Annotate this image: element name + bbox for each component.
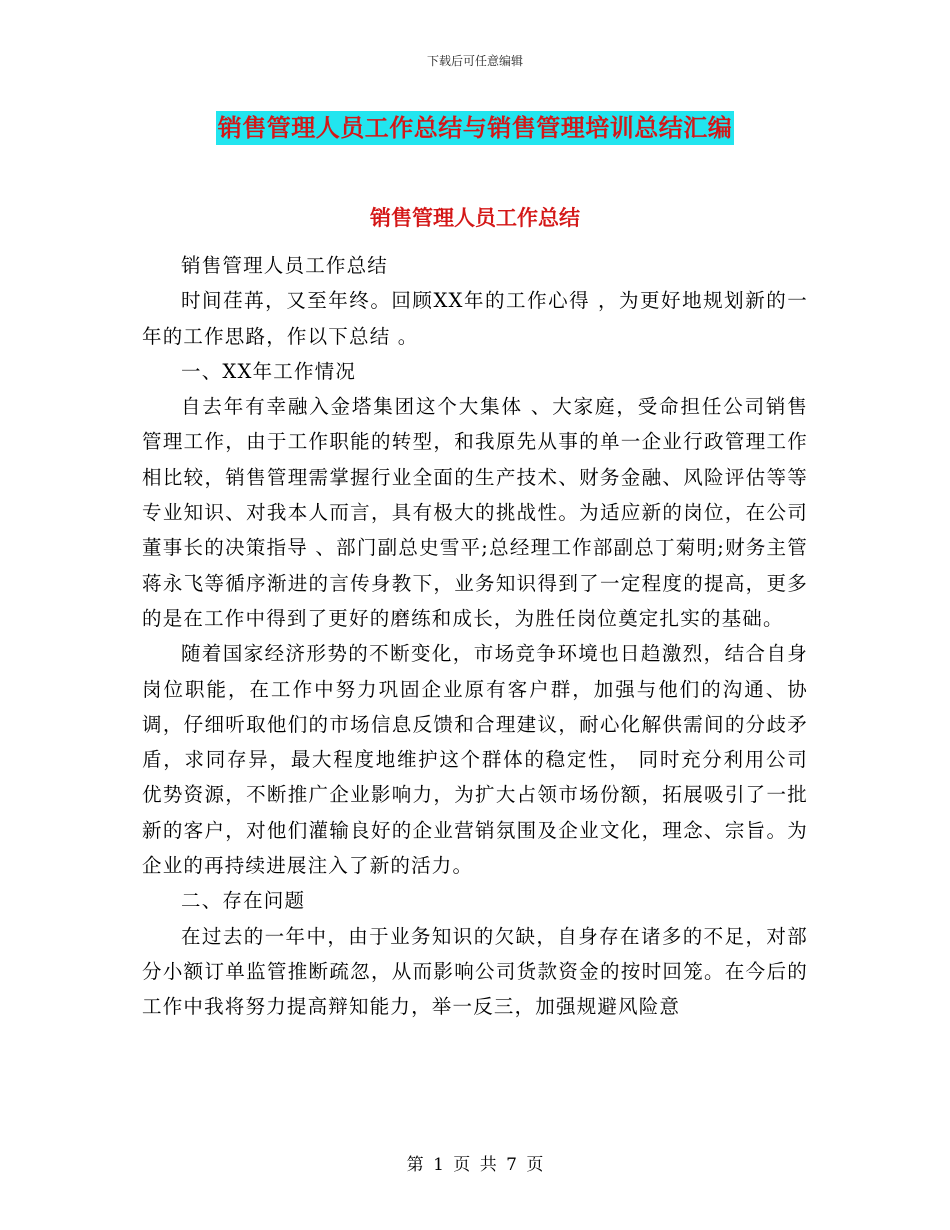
paragraph-heading-2: 二、存在问题 — [181, 889, 306, 913]
paragraph-intro: 时间荏苒，又至年终。回顾XX年的工作心得 ，为更好地规划新的一年的工作思路，作以下总结 。 — [142, 289, 808, 348]
paragraph-heading-1: 一、XX年工作情况 — [181, 359, 357, 383]
paragraph-subtitle: 销售管理人员工作总结 — [181, 254, 389, 277]
paragraph-body: 随着国家经济形势的不断变化，市场竞争环境也日趋激烈，结合自身岗位职能，在工作中努力巩固企业原有客户群，加强与他们的沟通、协调，仔细听取他们的市场信息反馈和合理建议，耐心化解供需间的分歧矛盾，求同存异，最大程度地维护这个群体的稳定性， 同时充分利用公司优势资源，不断推广企业影响力，为扩大占领市场份额，拓展吸引了一批新的客户，对他们灌输良好的企业营销氛围及企业文化，理念、宗旨。为企业的再持续进展注入了新的活力。 — [142, 642, 808, 878]
paragraph-body: 自去年有幸融入金塔集团这个大集体 、大家庭，受命担任公司销售管理工作，由于工作职能的转型，和我原先从事的单一企业行政管理工作相比较，销售管理需掌握行业全面的生产技术、财务金融、风险评估等等专业知识、对我本人而言，具有极大的挑战性。为适应新的岗位，在公司董事长的决策指导 、部门副总史雪平;总经理工作部副总丁菊明;财务主管蒋永飞等循序渐进的言传身教下，业务知识得到了一定程度的提高，更多的是在工作中得到了更好的磨练和成长，为胜任岗位奠定扎实的基础。 — [142, 395, 808, 630]
section-title: 销售管理人员工作总结 — [370, 205, 580, 230]
document-body — [142, 248, 808, 1025]
document-title: 销售管理人员工作总结与销售管理培训总结汇编 — [216, 111, 735, 145]
header-note: 下载后可任意编辑 — [426, 54, 523, 68]
document-title-container — [0, 111, 950, 145]
page-number-footer: 第 1 页 共 7 页 — [406, 1155, 544, 1175]
paragraph-body: 在过去的一年中，由于业务知识的欠缺，自身存在诸多的不足，对部分小额订单监管推断疏忽，从而影响公司货款资金的按时回笼。在今后的工作中我将努力提高辩知能力，举一反三，加强规避风险意 — [142, 924, 808, 1019]
